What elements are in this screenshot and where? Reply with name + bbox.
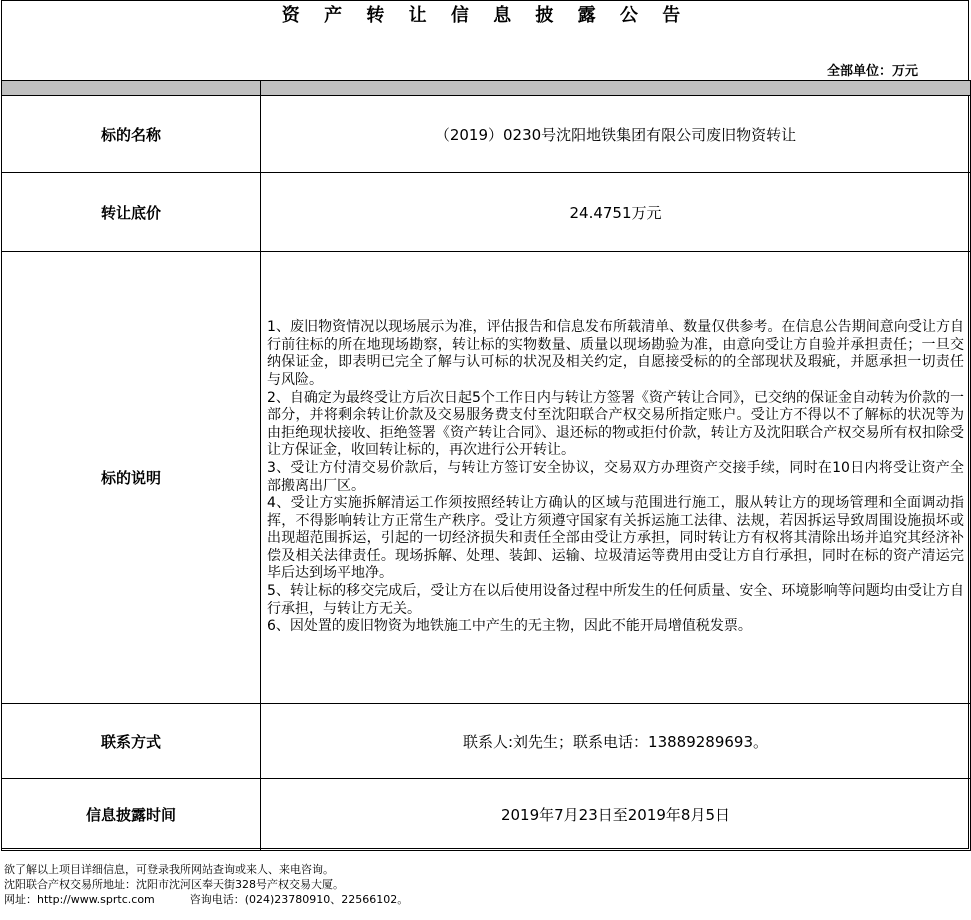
value-price: 24.4751万元 <box>261 173 971 252</box>
footer-line-contact: 网址：http://www.sprtc.com 咨询电话：(024)23780910、22566102。 <box>4 893 409 906</box>
row-price <box>2 173 971 252</box>
label-contact: 联系方式 <box>2 704 261 779</box>
row-period <box>2 779 971 851</box>
table-header-row <box>2 81 971 96</box>
row-description <box>2 252 971 704</box>
desc-paragraph-2: 2、自确定为最终受让方后次日起5个工作日内与转让方签署《资产转让合同》，已交纳的保证金自动转为价款的一部分，并将剩余转让价款及交易服务费支付至沈阳联合产权交易所指定账户。受让方不得以不了解标的状况等为由拒绝现状接收、拒绝签署《资产转让合同》、退还标的物或拒付价款，转让方及沈阳联合产权交易所有权扣除受让方保证金，收回转让标的，再次进行公开转让。 <box>267 389 964 459</box>
row-name <box>2 96 971 173</box>
label-description: 标的说明 <box>2 252 261 704</box>
unit-label: 全部单位：万元 <box>826 64 918 79</box>
desc-paragraph-6: 6、因处置的废旧物资为地铁施工中产生的无主物，因此不能开局增值税发票。 <box>267 618 752 635</box>
label-price: 转让底价 <box>2 173 261 252</box>
desc-paragraph-4: 4、受让方实施拆解清运工作须按照经转让方确认的区域与范围进行施工，服从转让方的现场管理和全面调动指挥，不得影响转让方正常生产秩序。受让方须遵守国家有关拆运施工法律、法规，若因拆运导致周围设施损坏或出现超范围拆运，引起的一切经济损失和责任全部由受让方承担，同时转让方有权将其清除出场并追究其经济补偿及相关法律责任。现场拆解、处理、装卸、运输、垃圾清运等费用由受让方自行承担，同时在标的资产清运完毕后达到场平地净。 <box>267 495 964 582</box>
header-cell-right <box>261 81 971 96</box>
footer-notes <box>4 862 408 907</box>
header-cell-left <box>2 81 261 96</box>
value-name: （2019）0230号沈阳地铁集团有限公司废旧物资转让 <box>261 96 971 173</box>
page-title: 资 产 转 让 信 息 披 露 公 告 <box>281 5 690 26</box>
footer-line-address: 沈阳联合产权交易所地址：沈阳市沈河区奉天街328号产权交易大厦。 <box>4 878 344 891</box>
value-period: 2019年7月23日至2019年8月5日 <box>261 779 971 851</box>
desc-paragraph-1: 1、废旧物资情况以现场展示为准，评估报告和信息发布所载清单、数量仅供参考。在信息公告期间意向受让方自行前往标的所在地现场勘察，转让标的实物数量、质量以现场勘验为准，由意向受让方自验并承担责任；一旦交纳保证金，即表明已完全了解与认可标的状况及相关约定，自愿接受标的的全部现状及瑕疵，并愿承担一切责任与风险。 <box>267 319 964 388</box>
desc-paragraph-5: 5、转让标的移交完成后，受让方在以后使用设备过程中所发生的任何质量、安全、环境影响等问题均由受让方自行承担，与转让方无关。 <box>267 583 964 617</box>
desc-paragraph-3: 3、受让方付清交易价款后，与转让方签订安全协议，交易双方办理资产交接手续，同时在10日内将受让资产全部搬离出厂区。 <box>267 459 964 494</box>
value-contact: 联系人:刘先生；联系电话：13889289693。 <box>261 704 971 779</box>
row-contact <box>2 704 971 779</box>
info-table <box>1 80 971 851</box>
label-period: 信息披露时间 <box>2 779 261 851</box>
value-description <box>261 252 971 704</box>
label-name: 标的名称 <box>2 96 261 173</box>
footer-line-inquiry: 欲了解以上项目详细信息，可登录我所网站查询或来人、来电咨询。 <box>4 863 334 876</box>
